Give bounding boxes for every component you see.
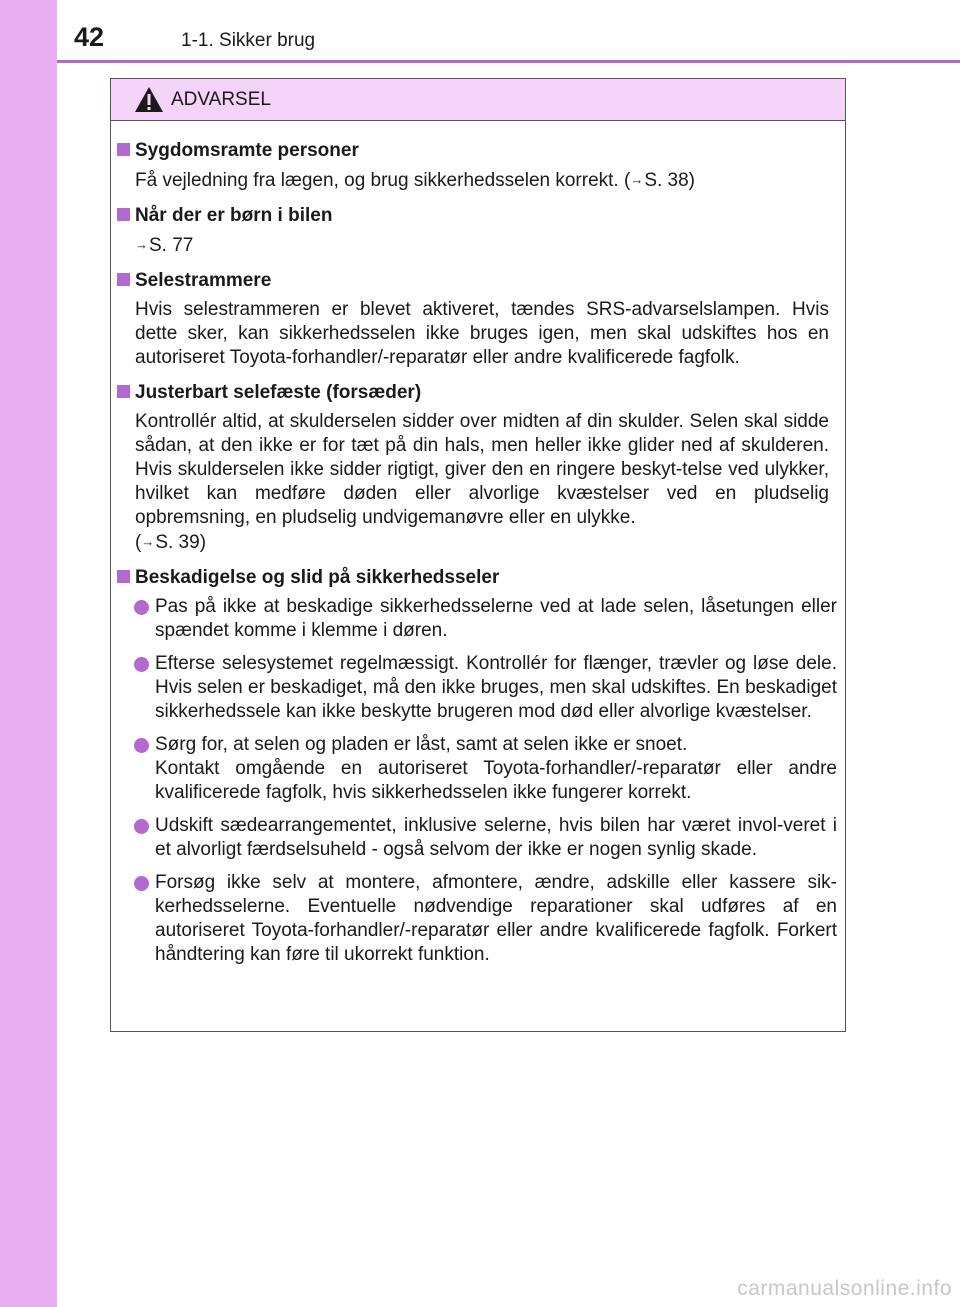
list-item bbox=[111, 652, 845, 724]
round-bullet-icon bbox=[134, 819, 149, 834]
square-bullet-icon bbox=[117, 273, 130, 286]
paren-open: ( bbox=[135, 532, 142, 553]
page-reference-link[interactable]: S. 39) bbox=[155, 532, 207, 553]
warning-header bbox=[111, 79, 845, 121]
arrow-icon: → bbox=[135, 237, 148, 252]
heading-selefaeste bbox=[111, 380, 845, 405]
heading-text: Når der er børn i bilen bbox=[135, 205, 333, 226]
paragraph-text: Kontrollér altid, at skulderselen sidder over midten af din skulder. Selen skal sidde sådan, at den ikke er for tæt på din hals, men heller ikke glider ned af skulderen. Hvis skulderselen ikke sidder rigtigt, giver den en ringere beskyt-telse ved ulykker, hvilket kan medføre døden eller alvorlige kvæstelser ved en pludselig opbremsning, en pludselig undvigemanøvre eller en ulykke. bbox=[135, 411, 829, 528]
list-item bbox=[111, 814, 845, 862]
arrow-icon: → bbox=[630, 172, 644, 187]
square-bullet-icon bbox=[117, 208, 130, 221]
heading-beskadigelse bbox=[111, 565, 845, 590]
paragraph-selefaeste bbox=[111, 410, 845, 555]
heading-text: Justerbart selefæste (forsæder) bbox=[135, 382, 422, 403]
list-item-text: Sørg for, at selen og pladen er låst, samt at selen ikke er snoet. bbox=[155, 734, 688, 755]
page-reference-link[interactable]: S. 77 bbox=[149, 235, 194, 256]
paragraph-sygdomsramte bbox=[111, 168, 845, 193]
watermark-text: carmanualsonline.info bbox=[737, 1277, 952, 1300]
list-item-text: Efterse selesystemet regelmæssigt. Kontrollér for flænger, trævler og løse dele. Hvis selen er beskadiget, må den ikke bruges, men skal udskiftes. En beskadiget sikkerhedssele kan ikke beskytte brugeren mod død eller alvorlige kvæstelser. bbox=[155, 653, 837, 722]
list-item-text: Forsøg ikke selv at montere, afmontere, ændre, adskille eller kassere sik-kerhedsselerne. Eventuelle nødvendige reparationer skal udføres af en autoriseret Toyota-forhandler/-reparatør eller andre kvalificerede fagfolk. Forkert håndtering kan føre til ukorrekt funktion. bbox=[155, 872, 837, 965]
square-bullet-icon bbox=[117, 385, 130, 398]
header-rule bbox=[57, 60, 960, 63]
round-bullet-icon bbox=[134, 738, 149, 753]
list-item bbox=[111, 595, 845, 643]
paragraph-boern bbox=[111, 233, 845, 258]
round-bullet-icon bbox=[134, 876, 149, 891]
left-margin-strip bbox=[0, 0, 57, 1307]
warning-label: ADVARSEL bbox=[171, 89, 271, 110]
warning-content bbox=[111, 138, 845, 976]
warning-box bbox=[110, 78, 846, 1032]
list-item-text: Kontakt omgående en autoriseret Toyota-forhandler/-reparatør eller andre kvalificerede fagfolk, hvis sikkerhedsselen ikke fungerer korrekt. bbox=[155, 758, 837, 803]
arrow-icon: → bbox=[141, 534, 155, 549]
list-item bbox=[111, 733, 845, 805]
heading-text: Selestrammere bbox=[135, 270, 272, 291]
heading-text: Sygdomsramte personer bbox=[135, 140, 359, 161]
list-item-text: Udskift sædearrangementet, inklusive selerne, hvis bilen har været invol-veret i et alvorligt færdselsuheld - også selvom der ikke er nogen synlig skade. bbox=[155, 815, 837, 860]
page-number: 42 bbox=[74, 22, 105, 52]
square-bullet-icon bbox=[117, 570, 130, 583]
square-bullet-icon bbox=[117, 143, 130, 156]
heading-boern bbox=[111, 203, 845, 228]
list-item-text: Pas på ikke at beskadige sikkerhedsselerne ved at lade selen, låsetungen eller spændet komme i klemme i døren. bbox=[155, 596, 837, 641]
paragraph-selestrammere: Hvis selestrammeren er blevet aktiveret, tændes SRS-advarselslampen. Hvis dette sker, kan sikkerhedsselen ikke bruges igen, men skal udskiftes hos en autoriseret Toyota-forhandler/-reparatør eller andre kvalificerede fagfolk. bbox=[135, 299, 829, 368]
list-item bbox=[111, 871, 845, 967]
heading-sygdomsramte bbox=[111, 138, 845, 163]
section-title: 1-1. Sikker brug bbox=[181, 30, 316, 51]
warning-triangle-icon bbox=[134, 86, 164, 118]
round-bullet-icon bbox=[134, 657, 149, 672]
heading-selestrammere bbox=[111, 268, 845, 293]
paragraph-text: Få vejledning fra lægen, og brug sikkerhedsselen korrekt. ( bbox=[135, 170, 631, 191]
round-bullet-icon bbox=[134, 600, 149, 615]
page-reference-link[interactable]: S. 38) bbox=[644, 170, 696, 191]
heading-text: Beskadigelse og slid på sikkerhedsseler bbox=[135, 567, 500, 588]
